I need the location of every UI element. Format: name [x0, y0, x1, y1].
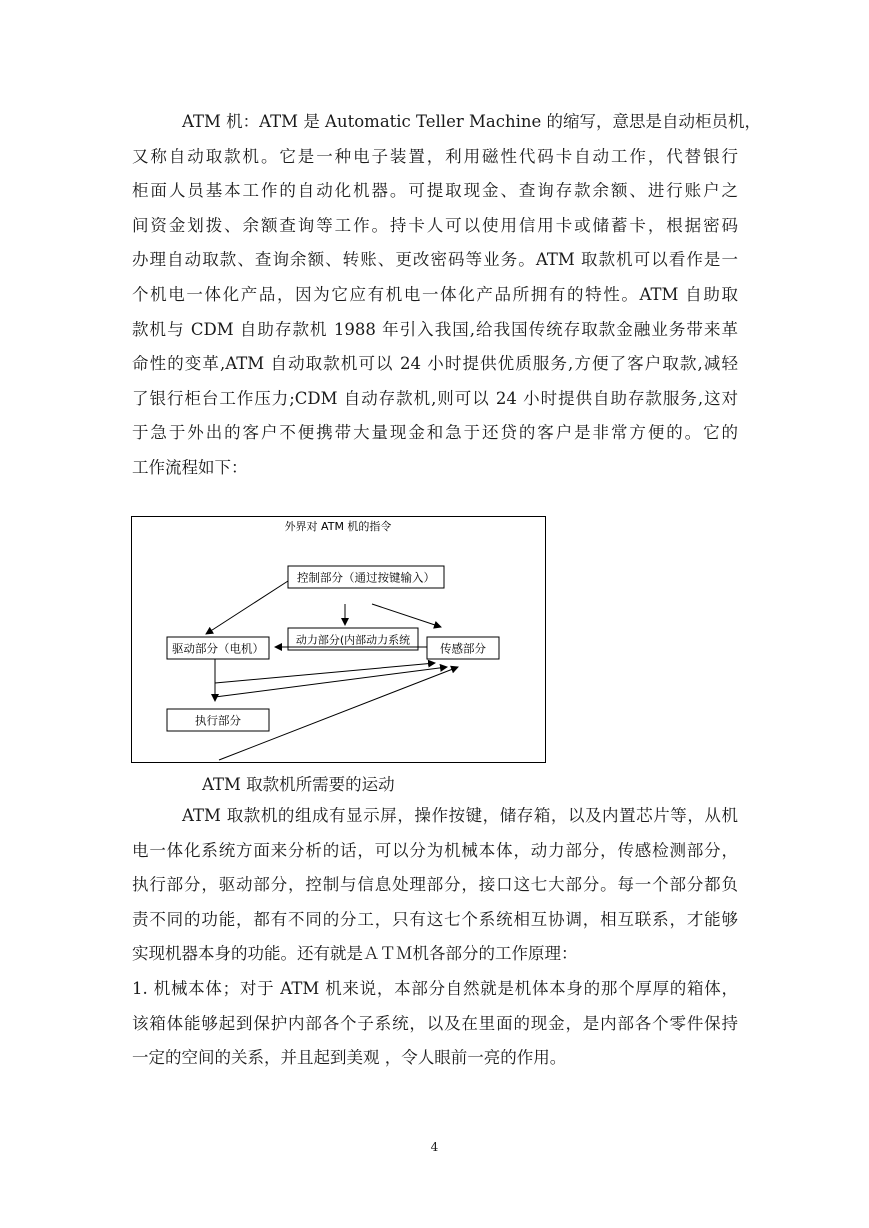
- diagram-title: 外界对 ATM 机的指令: [284, 520, 392, 533]
- page-number: 4: [430, 1140, 439, 1154]
- text-line: 1. 机械本体；对于 ATM 机来说，本部分自然就是机体本身的那个厚厚的箱体，: [132, 978, 738, 998]
- arrow-control-to-drive: [206, 581, 288, 634]
- power-label: 动力部分(内部动力系统: [295, 633, 411, 647]
- composition-paragraph: [132, 799, 738, 1076]
- diagram-caption: ATM 取款机所需要的运动: [202, 775, 395, 794]
- text-line: 一定的空间的关系，并且起到美观 ，令人眼前一亮的作用。: [132, 1048, 567, 1068]
- text-line: 又称自动取款机。它是一种电子装置，利用磁性代码卡自动工作，代替银行: [132, 146, 738, 166]
- arrow-execute-feedback-to-sensor: [215, 667, 447, 697]
- text-line: 工作流程如下：: [132, 457, 248, 477]
- text-line: 个机电一体化产品，因为它应有机电一体化产品所拥有的特性。ATM 自助取: [132, 284, 738, 304]
- text-line: 责不同的功能，都有不同的分工，只有这七个系统相互协调，相互联系，才能够: [132, 909, 738, 929]
- text-line: 命性的变革,ATM 自动取款机可以 24 小时提供优质服务,方便了客户取款,减轻: [132, 354, 738, 374]
- execute-label: 执行部分: [195, 713, 241, 728]
- intro-paragraph: [132, 105, 761, 486]
- atm-motion-diagram: [131, 516, 546, 763]
- drive-label: 驱动部分（电机）: [172, 641, 264, 656]
- arrow-control-to-sensor: [372, 604, 441, 627]
- text-line: 间资金划拨、余额查询等工作。持卡人可以使用信用卡或储蓄卡，根据密码: [132, 215, 738, 235]
- text-line: 了银行柜台工作压力;CDM 自动存款机,则可以 24 小时提供自助存款服务,这对: [132, 388, 738, 408]
- text-line: 电一体化系统方面来分析的话，可以分为机械本体，动力部分，传感检测部分，: [132, 840, 738, 860]
- control-label: 控制部分（通过按键输入）: [297, 570, 435, 585]
- sensor-label: 传感部分: [440, 641, 486, 656]
- text-line: 于急于外出的客户不便携带大量现金和急于还贷的客户是非常方便的。它的: [132, 423, 738, 443]
- text-line: 执行部分，驱动部分，控制与信息处理部分，接口这七大部分。每一个部分都负: [132, 875, 738, 895]
- text-line: 款机与 CDM 自助存款机 1988 年引入我国,给我国传统存取款金融业务带来革: [132, 319, 738, 339]
- text-line: 柜面人员基本工作的自动化机器。可提取现金、查询存款余额、进行账户之: [132, 181, 738, 201]
- text-line: ATM 取款机的组成有显示屏，操作按键，储存箱，以及内置芯片等，从机: [182, 806, 738, 825]
- text-line: 实现机器本身的功能。还有就是ＡＴＭ机各部分的工作原理：: [132, 944, 578, 964]
- text-line: 该箱体能够起到保护内部各个子系统，以及在里面的现金，是内部各个零件保持: [132, 1013, 738, 1033]
- text-line: ATM 机：ATM 是 Automatic Teller Machine 的缩写，意思是自动柜员机，: [182, 112, 761, 131]
- text-line: 办理自动取款、查询余额、转账、更改密码等业务。ATM 取款机可以看作是一: [132, 250, 738, 270]
